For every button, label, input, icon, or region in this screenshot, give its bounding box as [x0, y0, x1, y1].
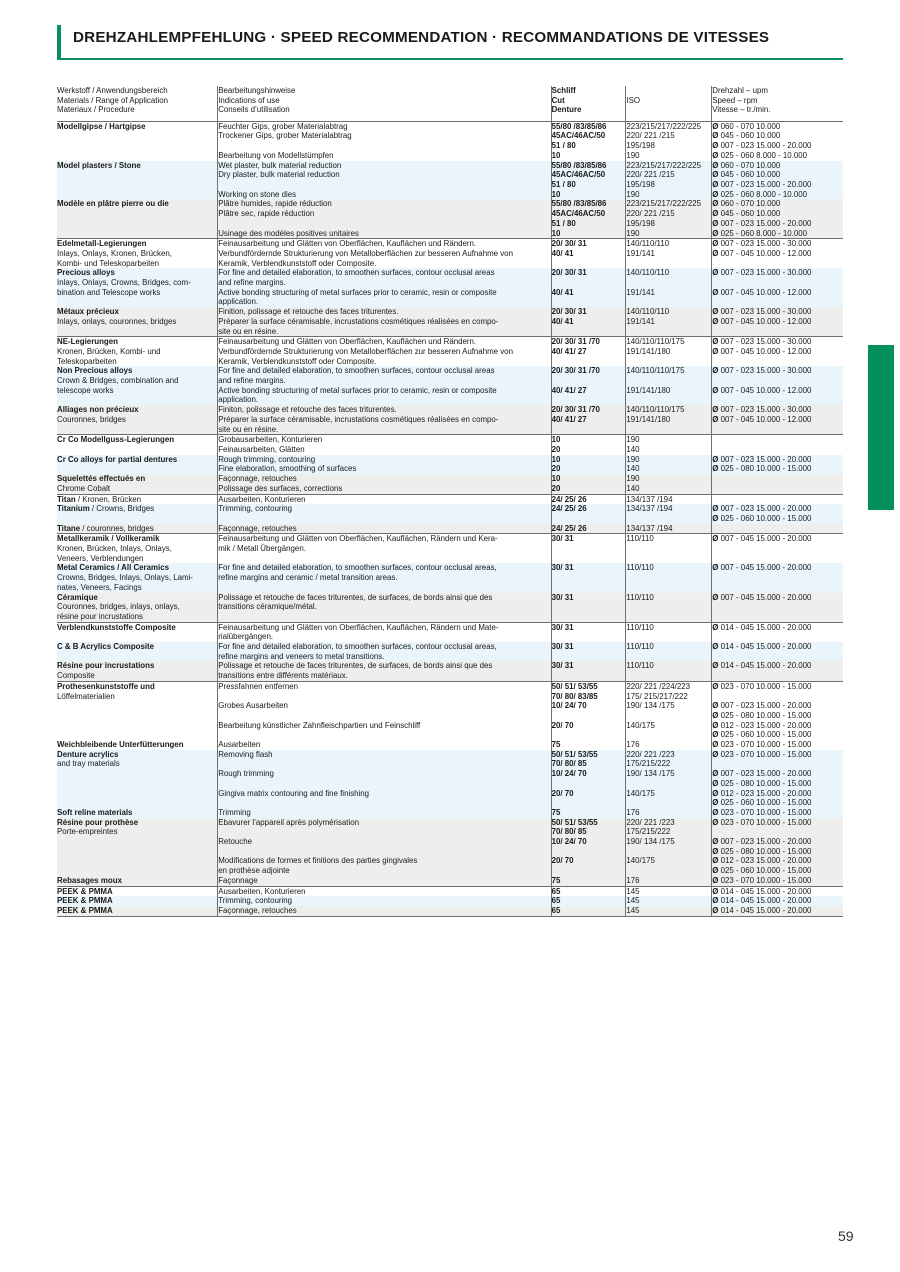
cell-material: Titan / Kronen, Brücken: [57, 494, 142, 504]
cell-material: Prothesenkunststoffe und Löffelmaterialien: [57, 681, 155, 701]
cell-use: Feinausarbeitung und Glätten von Oberflächen, Kauflächen, Rändern und Mate- rialübergängen.: [218, 622, 551, 642]
cell-material: Soft reline materials: [57, 807, 133, 817]
cell-iso: 223/215/217/222/225 220/ 221 /215 195/198 190: [626, 199, 712, 238]
cell-iso: 145: [626, 896, 712, 906]
cell-cut: 50/ 51/ 53/55 70/ 80/ 85 10/ 24/ 70 20/ 70: [551, 750, 626, 808]
table-row: [57, 896, 843, 906]
cell-material: Rebasages moux: [57, 876, 218, 886]
cell-material: Non Precious alloys Crown & Bridges, combination and telescope works: [57, 366, 179, 395]
cell-speed: Ø 023 - 070 10.000 - 15.000 Ø 007 - 023 15.000 - 20.000 Ø 025 - 080 10.000 - 15.000 Ø 012 - 023 15.000 - 20.000 Ø 025 - 060 10.000 - 15.000: [712, 818, 843, 876]
cell-iso: 190 140: [626, 474, 712, 494]
col-header-cut: Schliff Cut Denture: [551, 86, 626, 121]
table-row: [57, 435, 843, 455]
cell-speed: Ø 007 - 023 15.000 - 20.000 Ø 025 - 080 10.000 - 15.000: [712, 455, 843, 474]
cell-iso: 176: [626, 808, 712, 818]
cell-iso: 145: [626, 886, 712, 896]
cell-use: Ausarbeiten, Konturieren: [218, 886, 551, 896]
table-row: [57, 661, 843, 681]
cell-material: Métaux précieux Inlays, onlays, couronnes, bridges: [57, 307, 218, 337]
cell-material: Model plasters / Stone: [57, 160, 141, 170]
cell-iso: 140/110/110/175 191/141/180: [626, 337, 712, 367]
cell-material: Cr Co Modellguss-Legierungen: [57, 435, 175, 445]
cell-use: Finiton, polissage et retouche des faces triturentes. Préparer la surface céramisable, incrustations cosmétiques réalisées en compo- site ou en résine.: [218, 405, 551, 435]
cell-cut: 65: [551, 906, 626, 916]
table-row: [57, 906, 843, 916]
table-row: [57, 622, 843, 642]
cell-use: Feinausarbeitung und Glätten von Oberflächen, Kauflächen und Rändern. Verbundfördernde Strukturierung von Metalloberflächen zur besseren Aufnahme von Keramik, Verblendkunststoff oder Composite.: [218, 337, 551, 367]
cell-cut: 30/ 31: [551, 642, 626, 661]
cell-cut: 55/80 /83/85/86 45AC/46AC/50 51 / 80 10: [551, 121, 626, 160]
cell-use: Ausarbeiten: [218, 740, 551, 750]
cell-cut: 30/ 31: [551, 534, 626, 564]
cell-material: Céramique Couronnes, bridges, inlays, onlays, résine pour incrustations: [57, 593, 218, 623]
cell-iso: 220/ 221 /224/223 175/ 215/217/222 190/ 134 /175 140/175: [626, 681, 712, 740]
cell-cut: 65: [551, 886, 626, 896]
table-row: [57, 268, 843, 307]
cell-speed: Ø 007 - 045 15.000 - 20.000: [712, 563, 843, 592]
cell-speed: Ø 014 - 045 15.000 - 20.000: [712, 622, 843, 642]
cell-speed: Ø 007 - 023 15.000 - 30.000 Ø 007 - 045 10.000 - 12.000: [712, 307, 843, 337]
cell-iso: 140/110/110 191/141: [626, 307, 712, 337]
table-row: [57, 494, 843, 504]
cell-iso: 110/110: [626, 622, 712, 642]
cell-iso: 110/110: [626, 593, 712, 623]
cell-material: Résine pour prothèse Porte-empreintes: [57, 817, 139, 837]
cell-cut: 10 20: [551, 435, 626, 455]
cell-cut: 24/ 25/ 26: [551, 504, 626, 523]
speed-recommendation-table: [57, 86, 843, 917]
cell-use: Pressfahnen entfernen Grobes Ausarbeiten Bearbeitung künstlicher Zahnfleischpartien und Feinschliff: [218, 681, 551, 740]
cell-iso: 223/215/217/222/225 220/ 221 /215 195/198 190: [626, 161, 712, 200]
cell-use: Removing flash Rough trimming Gingiva matrix contouring and fine finishing: [218, 750, 551, 808]
cell-use: Polissage et retouche de faces triturentes, de surfaces, de bords ainsi que des transitions entre différents matériaux.: [218, 661, 551, 681]
cell-speed: Ø 007 - 023 15.000 - 30.000 Ø 007 - 045 10.000 - 12.000: [712, 239, 843, 269]
cell-use: Façonnage, retouches Polissage des surfaces, corrections: [218, 474, 551, 494]
cell-speed: Ø 060 - 070 10.000 Ø 045 - 060 10.000 Ø 007 - 023 15.000 - 20.000 Ø 025 - 060 8.000 - 10.000: [712, 161, 843, 200]
cell-material: NE-Legierungen Kronen, Brücken, Kombi- und Teleskoparbeiten: [57, 337, 161, 366]
cell-speed: Ø 060 - 070 10.000 Ø 045 - 060 10.000 Ø 007 - 023 15.000 - 20.000 Ø 025 - 060 8.000 - 10.000: [712, 199, 843, 238]
cell-speed: Ø 023 - 070 10.000 - 15.000: [712, 876, 843, 886]
cell-cut: 55/80 /83/85/86 45AC/46AC/50 51 / 80 10: [551, 199, 626, 238]
cell-material: Edelmetall-Legierungen Inlays, Onlays, Kronen, Brücken, Kombi- und Teleskoparbeiten: [57, 239, 172, 268]
cell-use: Ausarbeiten, Konturieren: [218, 494, 551, 504]
cell-cut: 10 20: [551, 455, 626, 474]
cell-speed: Ø 007 - 023 15.000 - 30.000 Ø 007 - 045 10.000 - 12.000: [712, 366, 843, 405]
cell-cut: 50/ 51/ 53/55 70/ 80/ 85 10/ 24/ 70 20/ 70: [551, 818, 626, 876]
table-row: [57, 563, 843, 592]
table-row: [57, 642, 843, 661]
cell-material: Metal Ceramics / All Ceramics Crowns, Bridges, Inlays, Onlays, Lami- nates, Veneers, Facings: [57, 563, 193, 592]
cell-iso: 220/ 221 /223 175/215/222 190/ 134 /175 140/175: [626, 818, 712, 876]
cell-use: For fine and detailed elaboration, to smoothen surfaces, contour occlusal areas and refine margins. Active bonding structuring of metal surfaces prior to ceramic, resin or composite application.: [218, 268, 551, 307]
cell-material: Titane / couronnes, bridges: [57, 524, 218, 534]
cell-iso: 190 140: [626, 455, 712, 474]
cell-use: Rough trimming, contouring Fine elaboration, smoothing of surfaces: [218, 455, 551, 474]
cell-cut: 65: [551, 896, 626, 906]
cell-cut: 55/80 /83/85/86 45AC/46AC/50 51 / 80 10: [551, 161, 626, 200]
cell-speed: Ø 014 - 045 15.000 - 20.000: [712, 906, 843, 916]
cell-speed: Ø 007 - 023 15.000 - 30.000 Ø 007 - 045 10.000 - 12.000: [712, 405, 843, 435]
table-body: [57, 121, 843, 916]
cell-material: Verblendkunststoffe Composite: [57, 622, 176, 632]
table-row: [57, 593, 843, 623]
col-header-iso: ISO: [626, 86, 712, 121]
header-rule: [57, 58, 843, 60]
table-row: [57, 504, 843, 523]
cell-speed: [712, 494, 843, 504]
cell-cut: 30/ 31: [551, 661, 626, 681]
cell-speed: [712, 524, 843, 534]
cell-material: Precious alloys Inlays, Onlays, Crowns, Bridges, com- bination and Telescope works: [57, 268, 191, 297]
table-row: [57, 405, 843, 435]
table-header-row: [57, 86, 843, 121]
cell-iso: 110/110: [626, 563, 712, 592]
table-row: [57, 474, 843, 494]
cell-use: Trimming: [218, 808, 551, 818]
cell-iso: 134/137 /194: [626, 524, 712, 534]
table-row: [57, 199, 843, 238]
table-head: [57, 86, 843, 121]
cell-speed: Ø 014 - 045 15.000 - 20.000: [712, 896, 843, 906]
table-row: [57, 455, 843, 474]
cell-speed: Ø 023 - 070 10.000 - 15.000: [712, 808, 843, 818]
cell-use: Finition, polissage et retouche des faces triturentes. Préparer la surface céramisable, incrustations cosmétiques réalisées en compo- site ou en résine.: [218, 307, 551, 337]
col-header-speed: Drehzahl – upm Speed – rpm Vitesse – tr./min.: [712, 86, 843, 121]
cell-use: For fine and detailed elaboration, to smoothen surfaces, contour occlusal areas, refine margins and veneers to metal transitions.: [218, 642, 551, 661]
cell-use: Trimming, contouring: [218, 896, 551, 906]
page-header: [57, 25, 843, 61]
cell-speed: Ø 007 - 023 15.000 - 30.000 Ø 007 - 045 10.000 - 12.000: [712, 268, 843, 307]
cell-iso: 140/110/110 191/141: [626, 239, 712, 269]
cell-iso: 140/110/110/175 191/141/180: [626, 405, 712, 435]
cell-iso: 110/110: [626, 534, 712, 564]
table-row: [57, 681, 843, 740]
cell-use: For fine and detailed elaboration, to smoothen surfaces, contour occlusal areas and refine margins. Active bonding structuring of metal surfaces prior to ceramic, resin or composite application.: [218, 366, 551, 405]
cell-speed: Ø 007 - 023 15.000 - 30.000 Ø 007 - 045 10.000 - 12.000: [712, 337, 843, 367]
cell-speed: Ø 023 - 070 10.000 - 15.000: [712, 740, 843, 750]
cell-cut: 50/ 51/ 53/55 70/ 80/ 83/85 10/ 24/ 70 20/ 70: [551, 681, 626, 740]
cell-speed: Ø 014 - 045 15.000 - 20.000: [712, 661, 843, 681]
section-tab: [868, 345, 894, 510]
cell-cut: 30/ 31: [551, 593, 626, 623]
cell-iso: 134/137 /194: [626, 504, 712, 523]
cell-use: Grobausarbeiten, Konturieren Feinausarbeiten, Glätten: [218, 435, 551, 455]
table-row: [57, 808, 843, 818]
cell-material: Weichbleibende Unterfütterungen: [57, 740, 184, 750]
cell-iso: 110/110: [626, 661, 712, 681]
table-row: [57, 239, 843, 269]
cell-cut: 24/ 25/ 26: [551, 524, 626, 534]
cell-material: PEEK & PMMA: [57, 886, 113, 896]
cell-use: For fine and detailed elaboration, to smoothen surfaces, contour occlusal areas, refine margins and ceramic / metal transition areas.: [218, 563, 551, 592]
cell-speed: Ø 007 - 023 15.000 - 20.000 Ø 025 - 060 10.000 - 15.000: [712, 504, 843, 523]
table-row: [57, 818, 843, 876]
table-row: [57, 524, 843, 534]
cell-material: Metallkeramik / Vollkeramik Kronen, Brücken, Inlays, Onlays, Veneers, Verblendungen: [57, 534, 172, 563]
cell-speed: Ø 060 - 070 10.000 Ø 045 - 060 10.000 Ø 007 - 023 15.000 - 20.000 Ø 025 - 060 8.000 - 10.000: [712, 121, 843, 160]
header-accent-bar: [57, 25, 61, 58]
cell-speed: Ø 023 - 070 10.000 - 15.000 Ø 007 - 023 15.000 - 20.000 Ø 025 - 080 10.000 - 15.000 Ø 012 - 023 15.000 - 20.000 Ø 025 - 060 10.000 - 15.000: [712, 681, 843, 740]
table-row: [57, 886, 843, 896]
cell-cut: 20/ 30/ 31 40/ 41: [551, 307, 626, 337]
cell-speed: [712, 474, 843, 494]
table-row: [57, 876, 843, 886]
cell-cut: 20/ 30/ 31 /70 40/ 41/ 27: [551, 366, 626, 405]
cell-use: Feinausarbeitung und Glätten von Oberflächen, Kauflächen und Rändern. Verbundfördernde Strukturierung von Metalloberflächen zur besseren Aufnahme von Keramik, Verblendkunststoff oder Composite.: [218, 239, 551, 269]
cell-cut: 24/ 25/ 26: [551, 494, 626, 504]
cell-use: Façonnage, retouches: [218, 906, 551, 916]
cell-cut: 75: [551, 808, 626, 818]
cell-iso: 176: [626, 740, 712, 750]
cell-use: Feuchter Gips, grober Materialabtrag Trockener Gips, grober Materialabtrag Bearbeitung von Modellstümpfen: [218, 121, 551, 160]
cell-speed: Ø 007 - 045 15.000 - 20.000: [712, 534, 843, 564]
cell-material: Denture acrylics and tray materials: [57, 749, 120, 769]
cell-material: Modèle en plâtre pierre ou die: [57, 199, 218, 238]
cell-use: Ebavurer l’appareil après polymérisation Retouche Modifications de formes et finitions des parties gingivales en prothèse adjointe: [218, 818, 551, 876]
cell-material: Squelettés effectués en Chrome Cobalt: [57, 474, 218, 494]
cell-speed: Ø 023 - 070 10.000 - 15.000 Ø 007 - 023 15.000 - 20.000 Ø 025 - 080 10.000 - 15.000 Ø 012 - 023 15.000 - 20.000 Ø 025 - 060 10.000 - 15.000: [712, 750, 843, 808]
table-row: [57, 534, 843, 564]
col-header-use: Bearbeitungshinweise Indications of use Conseils d’utilisation: [218, 86, 551, 121]
cell-material: Alliages non précieux Couronnes, bridges: [57, 405, 218, 435]
table-row: [57, 750, 843, 808]
table-row: [57, 307, 843, 337]
cell-use: Façonnage: [218, 876, 551, 886]
cell-cut: 10 20: [551, 474, 626, 494]
cell-cut: 20/ 30/ 31 /70 40/ 41/ 27: [551, 405, 626, 435]
cell-cut: 20/ 30/ 31 40/ 41: [551, 268, 626, 307]
cell-material: Cr Co alloys for partial dentures: [57, 454, 178, 464]
table-row: [57, 366, 843, 405]
cell-cut: 30/ 31: [551, 563, 626, 592]
cell-use: Trimming, contouring: [218, 504, 551, 523]
cell-material: Modellgipse / Hartgipse: [57, 121, 146, 131]
cell-iso: 134/137 /194: [626, 494, 712, 504]
cell-cut: 75: [551, 876, 626, 886]
cell-iso: 223/215/217/222/225 220/ 221 /215 195/198 190: [626, 121, 712, 160]
cell-use: Plâtre humides, rapide réduction Plâtre sec, rapide réduction Usinage des modèles positives unitaires: [218, 199, 551, 238]
cell-iso: 110/110: [626, 642, 712, 661]
cell-iso: 145: [626, 906, 712, 916]
cell-use: Façonnage, retouches: [218, 524, 551, 534]
cell-speed: [712, 435, 843, 455]
cell-iso: 140/110/110/175 191/141/180: [626, 366, 712, 405]
table-row: [57, 740, 843, 750]
cell-material: Titanium / Crowns, Bridges: [57, 504, 155, 514]
cell-use: Wet plaster, bulk material reduction Dry plaster, bulk material reduction Working on stone dies: [218, 161, 551, 200]
cell-use: Feinausarbeitung und Glätten von Oberflächen, Kauflächen, Rändern und Kera- mik / Metall Übergängen.: [218, 534, 551, 564]
page-title: DREHZAHLEMPFEHLUNG · SPEED RECOMMENDATION · RECOMMANDATIONS DE VITESSES: [73, 29, 770, 46]
cell-cut: 20/ 30/ 31 40/ 41: [551, 239, 626, 269]
table-row: [57, 161, 843, 200]
cell-iso: 220/ 221 /223 175/215/222 190/ 134 /175 140/175: [626, 750, 712, 808]
cell-iso: 140/110/110 191/141: [626, 268, 712, 307]
table-row: [57, 121, 843, 160]
cell-speed: Ø 007 - 045 15.000 - 20.000: [712, 593, 843, 623]
cell-cut: 75: [551, 740, 626, 750]
cell-material: Résine pour incrustations Composite: [57, 661, 218, 681]
cell-use: Polissage et retouche de faces triturentes, de surfaces, de bords ainsi que des transitions céramique/métal.: [218, 593, 551, 623]
cell-cut: 30/ 31: [551, 622, 626, 642]
cell-iso: 176: [626, 876, 712, 886]
cell-material: PEEK & PMMA: [57, 906, 218, 916]
page-number: 59: [838, 1228, 854, 1244]
cell-speed: Ø 014 - 045 15.000 - 20.000: [712, 886, 843, 896]
cell-material: PEEK & PMMA: [57, 896, 113, 906]
cell-cut: 20/ 30/ 31 /70 40/ 41/ 27: [551, 337, 626, 367]
cell-material: C & B Acrylics Composite: [57, 642, 155, 652]
table-row: [57, 337, 843, 367]
cell-iso: 190 140: [626, 435, 712, 455]
cell-speed: Ø 014 - 045 15.000 - 20.000: [712, 642, 843, 661]
col-header-material: Werkstoff / Anwendungsbereich Materials / Range of Application Materiaux / Procedure: [57, 86, 168, 115]
